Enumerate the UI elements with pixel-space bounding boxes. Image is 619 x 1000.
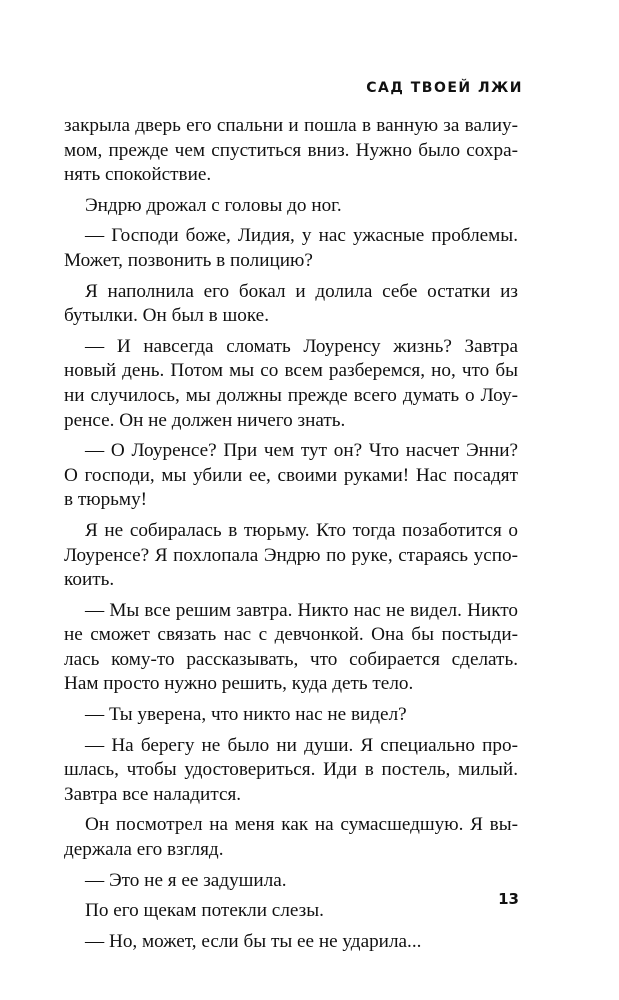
text-line: Лоуренсе? Я похлопала Эндрю по руке, стараясь успо- [64,544,518,566]
text-line: — Господи боже, Лидия, у нас ужасные проблемы. [85,225,518,247]
text-line: — Мы все решим завтра. Никто нас не видел. Никто [85,599,518,621]
text-line: Я не собиралась в тюрьму. Кто тогда позаботится о [85,519,518,541]
text-line: Завтра все наладится. [64,783,242,805]
paragraph [64,899,518,924]
text-line: — Но, может, если бы ты ее не ударила... [85,930,422,952]
paragraph [64,930,518,955]
paragraph [64,224,518,273]
text-line: ренсе. Он не должен ничего знать. [64,409,346,431]
text-line: — На берегу не было ни души. Я специально про- [85,734,518,756]
text-line: Я наполнила его бокал и долила себе остатки из [85,280,518,302]
page-number: 13 [498,890,519,908]
text-line: не сможет связать нас с девчонкой. Она бы постыди- [64,624,518,646]
paragraph [64,114,518,188]
paragraph [64,703,518,728]
text-line: — Это не я ее задушила. [85,869,287,891]
paragraph [64,869,518,894]
text-line: Эндрю дрожал с головы до ног. [85,194,342,216]
paragraph [64,734,518,808]
text-line: шлась, чтобы удостовериться. Иди в постель, милый. [64,759,518,781]
text-line: в тюрьму! [64,489,148,511]
text-line: закрыла дверь его спальни и пошла в ванную за валиу- [64,115,518,136]
text-line: Может, позвонить в полицию? [64,249,313,271]
text-line: По его щекам потекли слезы. [85,900,324,922]
paragraph [64,439,518,513]
text-line: Нам просто нужно решить, куда деть тело. [64,673,414,695]
text-line: мом, прежде чем спуститься вниз. Нужно было сохра- [64,139,518,161]
text-line: ни случилось, мы должны прежде всего думать о Лоу- [64,384,518,406]
text-line: Он посмотрел на меня как на сумасшедшую. Я вы- [85,814,518,836]
text-line: — Ты уверена, что никто нас не видел? [85,704,407,726]
text-line: нять спокойствие. [64,164,212,186]
paragraph [64,280,518,329]
text-line: — О Лоуренсе? При чем тут он? Что насчет Энни? [85,440,518,462]
text-line: О господи, мы убили ее, своими руками! Нас посадят [64,464,518,486]
paragraph [64,599,518,697]
paragraph [64,813,518,862]
text-line: лась кому-то рассказывать, что собирается сделать. [64,648,518,670]
paragraph [64,194,518,219]
paragraph [64,335,518,433]
body-text [64,114,518,960]
text-line: новый день. Потом мы со всем разберемся, но, что бы [64,360,518,382]
text-line: держала его взгляд. [64,839,224,861]
text-line: — И навсегда сломать Лоуренсу жизнь? Завтра [85,335,518,357]
text-line: коить. [64,569,115,591]
running-head-title: САД ТВОЕЙ ЛЖИ [366,80,523,96]
text-line: бутылки. Он был в шоке. [64,305,269,327]
paragraph [64,519,518,593]
